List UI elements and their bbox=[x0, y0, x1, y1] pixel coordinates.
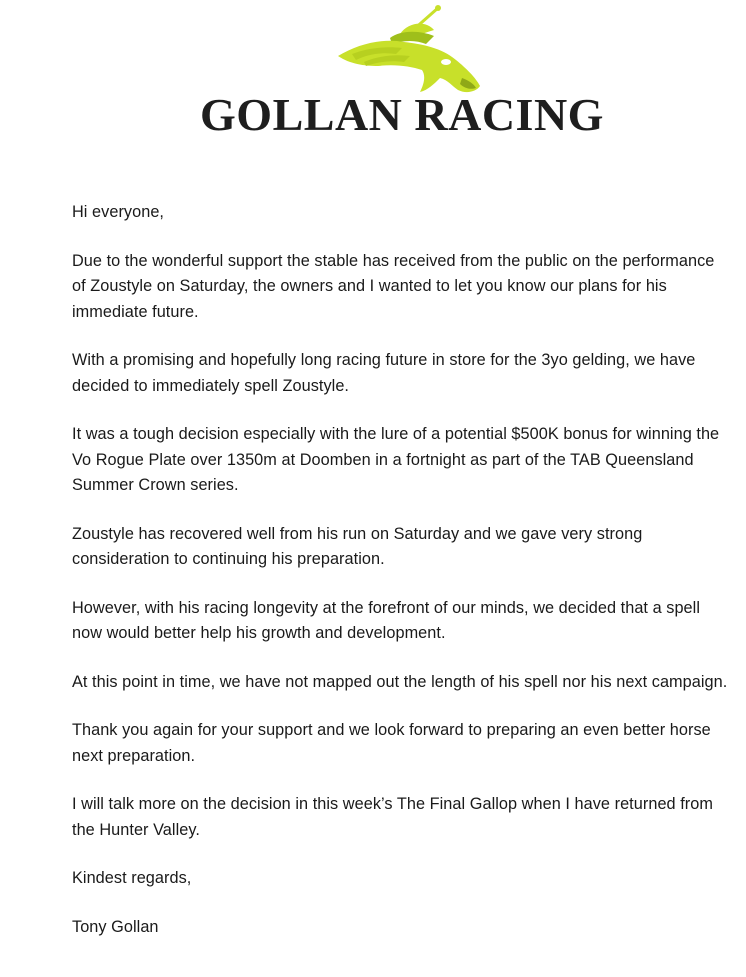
letter-paragraph: Zoustyle has recovered well from his run on Saturday and we gave very strong consideration to continuing his preparation. bbox=[72, 524, 643, 568]
letter-paragraph: It was a tough decision especially with the lure of a potential $500K bonus for winning the Vo Rogue Plate over 1350m at Doomben in a fortnight as part of the TAB Queensland Summer Crown series. bbox=[72, 425, 720, 494]
letter-paragraph: Due to the wonderful support the stable has received from the public on the performance of Zoustyle on Saturday, the owners and I wanted to let you know our plans for his immediate future. bbox=[72, 251, 715, 321]
letter-paragraph: Thank you again for your support and we look forward to preparing an even better horse next preparation. bbox=[72, 721, 711, 765]
letter-signature: Tony Gollan bbox=[72, 917, 159, 936]
gollan-racing-wordmark bbox=[200, 86, 604, 140]
letter-paragraph: At this point in time, we have not mapped out the length of his spell nor his next campaign. bbox=[72, 672, 728, 691]
horse-jockey-logo-icon bbox=[330, 4, 490, 96]
letter-paragraph: However, with his racing longevity at the forefront of our minds, we decided that a spell now would better help his growth and development. bbox=[72, 598, 700, 642]
letterhead bbox=[0, 0, 746, 150]
letter-body bbox=[72, 200, 732, 940]
letter-paragraph: I will talk more on the decision in this week’s The Final Gallop when I have returned from the Hunter Valley. bbox=[72, 795, 713, 839]
letter-greeting: Hi everyone, bbox=[72, 203, 164, 221]
svg-text:GOLLAN RACING: GOLLAN RACING bbox=[200, 89, 604, 140]
letter-closing: Kindest regards, bbox=[72, 869, 192, 887]
letter-paragraph: With a promising and hopefully long racing future in store for the 3yo gelding, we have decided to immediately spell Zoustyle. bbox=[72, 351, 696, 395]
